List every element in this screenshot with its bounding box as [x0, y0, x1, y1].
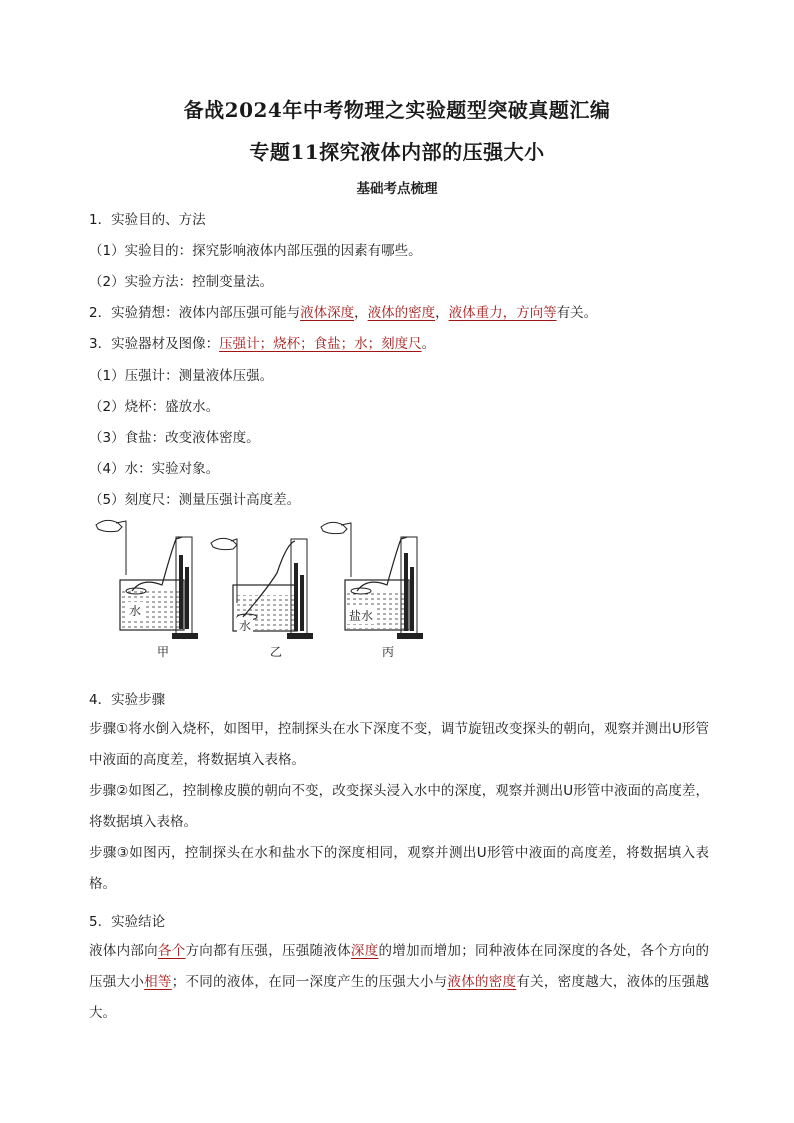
equipment-line [89, 332, 435, 352]
conclusion-c: 的增加而增加；同种液体在同深度的各处，各个方向的压强大小 [89, 943, 710, 990]
hypothesis-depth: 液体深度 [300, 305, 355, 321]
conclusion-e: 有关，密度越大，液体的压强越大。 [89, 974, 710, 1021]
conclusion-text [89, 936, 709, 1029]
setup-jia [96, 520, 198, 639]
equipment-item: （1）压强计：测量液体压强。 [89, 368, 274, 384]
equipment-item: （5）刻度尺：测量压强计高度差。 [89, 492, 301, 508]
figure-label-jia: 甲 [157, 645, 170, 659]
experiment-purpose: （1）实验目的：探究影响液体内部压强的因素有哪些。 [89, 243, 422, 259]
document-title: 备战2024年中考物理之实验题型突破真题汇编 [183, 98, 611, 122]
hypothesis-gravity: 液体重力，方向等 [448, 305, 557, 321]
hypothesis-density: 液体的密度 [367, 305, 436, 321]
experiment-figure [92, 515, 442, 660]
liquid-label-yi: 水 [239, 619, 252, 633]
equipment-item: （4）水：实验对象。 [89, 461, 220, 477]
equipment-list: 压强计；烧杯；食盐；水；刻度尺 [219, 336, 422, 352]
conclusion-a: 液体内部向 [89, 943, 158, 959]
equipment-item: （2）烧杯：盛放水。 [89, 399, 220, 415]
section5-heading: 5．实验结论 [89, 914, 166, 930]
figure-label-yi: 乙 [270, 645, 283, 659]
topic-title: 专题11探究液体内部的压强大小 [249, 140, 545, 164]
conclusion-depth: 深度 [350, 943, 379, 959]
step-3: 步骤③如图丙，控制探头在水和盐水下的深度相同，观察并测出U形管中液面的高度差，将数据填入表格。 [89, 845, 709, 892]
section-title: 基础考点梳理 [356, 181, 438, 197]
conclusion-all-directions: 各个 [157, 943, 186, 959]
figure-label-bing: 丙 [382, 645, 395, 659]
hypothesis-end: 有关。 [556, 305, 598, 321]
step-2: 步骤②如图乙，控制橡皮膜的朝向不变，改变探头浸入水中的深度，观察并测出U形管中液面的高度差，将数据填入表格。 [89, 783, 709, 830]
hypothesis-text: 2．实验猜想：液体内部压强可能与 [89, 305, 301, 321]
equipment-item: （3）食盐：改变液体密度。 [89, 430, 260, 446]
conclusion-b: 方向都有压强，压强随液体 [185, 943, 351, 959]
step-1: 步骤①将水倒入烧杯，如图甲，控制探头在水下深度不变，调节旋钮改变探头的朝向，观察并测出U形管中液面的高度差，将数据填入表格。 [89, 721, 709, 768]
hypothesis-sep2: ， [435, 305, 449, 321]
liquid-label-jia: 水 [129, 604, 142, 618]
section4-heading: 4．实验步骤 [89, 692, 166, 708]
experiment-method: （2）实验方法：控制变量法。 [89, 274, 274, 290]
conclusion-equal: 相等 [144, 974, 172, 990]
setup-yi [211, 538, 313, 639]
liquid-label-bing: 盐水 [349, 609, 374, 623]
equipment-end: 。 [421, 336, 436, 352]
conclusion-d: ；不同的液体，在同一深度产生的压强大小与 [171, 974, 448, 990]
section1-heading: 1．实验目的、方法 [89, 212, 206, 228]
conclusion-density: 液体的密度 [447, 974, 517, 990]
hypothesis-line [89, 301, 597, 321]
apparatus-illustration [92, 515, 442, 660]
hypothesis-sep1: ， [354, 305, 368, 321]
equipment-text: 3．实验器材及图像： [89, 336, 220, 352]
